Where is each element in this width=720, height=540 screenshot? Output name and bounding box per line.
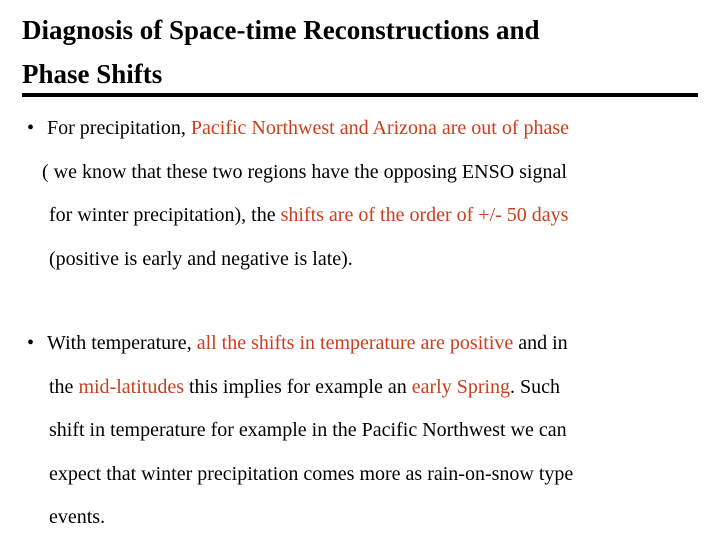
line-5: events. xyxy=(49,506,106,528)
highlight-text: Pacific Northwest and Arizona are out of phase xyxy=(190,117,570,139)
title-line-1: Diagnosis of Space-time Reconstructions and xyxy=(22,15,540,45)
bullet-precipitation xyxy=(27,107,707,281)
line-1 xyxy=(27,322,707,366)
slide-title xyxy=(22,8,702,96)
bullet-glyph: • xyxy=(27,117,35,139)
highlight-text: shifts are of the order of +/- 50 days xyxy=(280,204,569,226)
text: and in xyxy=(513,332,568,354)
line-3: shift in temperature for example in the Pacific Northwest we can xyxy=(49,419,567,441)
line-4: (positive is early and negative is late). xyxy=(49,247,353,270)
line-2: ( we know that these two regions have the opposing ENSO signal xyxy=(42,160,567,183)
line-1 xyxy=(27,107,707,151)
bullet-temperature xyxy=(27,322,707,540)
text: the xyxy=(49,375,79,398)
line-3 xyxy=(27,194,707,238)
text: this implies for example an xyxy=(183,375,412,398)
text: . Such xyxy=(510,375,561,398)
text: For precipitation, xyxy=(47,117,191,139)
bullet-glyph: • xyxy=(27,332,35,354)
line-4: expect that winter precipitation comes more as rain-on-snow type xyxy=(49,462,574,485)
title-line-2: Phase Shifts xyxy=(22,59,163,89)
line-2 xyxy=(27,366,707,410)
text: for winter precipitation), the xyxy=(49,204,281,226)
highlight-text: mid-latitudes xyxy=(78,375,184,398)
highlight-text: all the shifts in temperature are positive xyxy=(196,332,514,354)
highlight-text: early Spring xyxy=(411,375,511,398)
title-underline xyxy=(22,93,698,97)
text: With temperature, xyxy=(47,332,197,354)
